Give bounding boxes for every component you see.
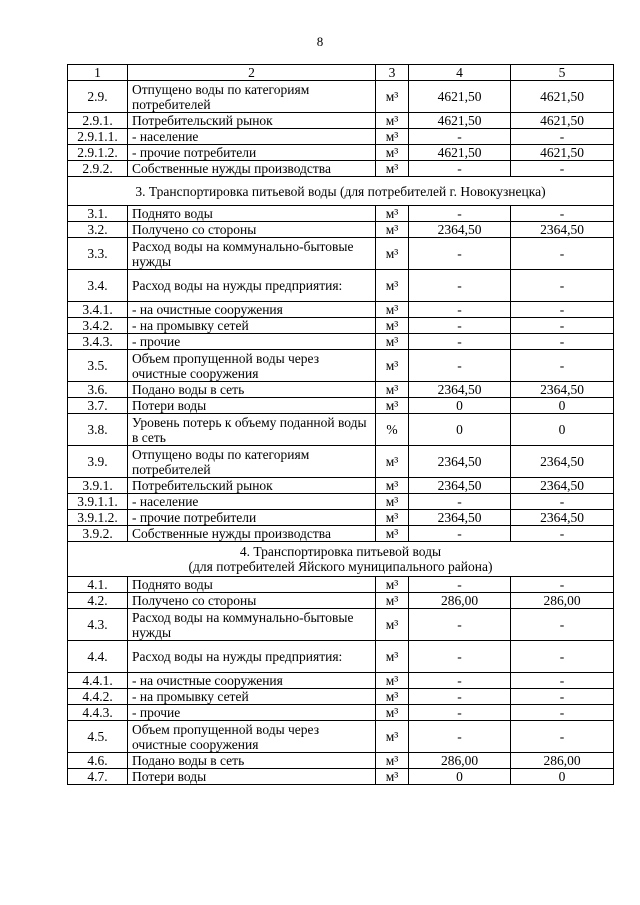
row-indicator-name: Собственные нужды производства xyxy=(128,161,376,177)
row-number: 3.1. xyxy=(68,206,128,222)
row-indicator-name: - население xyxy=(128,129,376,145)
row-value-col4: - xyxy=(409,129,511,145)
header-col-3: 3 xyxy=(376,65,409,81)
table-row xyxy=(68,398,614,414)
table-row xyxy=(68,270,614,302)
row-value-col5: 2364,50 xyxy=(511,382,614,398)
row-number: 2.9. xyxy=(68,81,128,113)
row-number: 3.6. xyxy=(68,382,128,398)
row-indicator-name: Подано воды в сеть xyxy=(128,382,376,398)
row-indicator-name: Получено со стороны xyxy=(128,222,376,238)
row-unit: м³ xyxy=(376,673,409,689)
row-indicator-name: Потери воды xyxy=(128,398,376,414)
table-row xyxy=(68,769,614,785)
row-indicator-name: - на промывку сетей xyxy=(128,689,376,705)
row-unit: м³ xyxy=(376,526,409,542)
row-number: 3.9.1.2. xyxy=(68,510,128,526)
row-number: 4.6. xyxy=(68,753,128,769)
row-indicator-name: - на промывку сетей xyxy=(128,318,376,334)
row-value-col5: 4621,50 xyxy=(511,81,614,113)
table-row xyxy=(68,609,614,641)
row-value-col4: 4621,50 xyxy=(409,113,511,129)
row-unit: м³ xyxy=(376,510,409,526)
row-value-col4: - xyxy=(409,705,511,721)
row-value-col5: - xyxy=(511,350,614,382)
row-value-col4: - xyxy=(409,270,511,302)
table-row xyxy=(68,129,614,145)
table-row xyxy=(68,414,614,446)
row-number: 4.2. xyxy=(68,593,128,609)
row-unit: м³ xyxy=(376,769,409,785)
table-row xyxy=(68,689,614,705)
row-value-col5: - xyxy=(511,689,614,705)
table-header-row xyxy=(68,65,614,81)
table-row xyxy=(68,145,614,161)
row-value-col4: - xyxy=(409,526,511,542)
row-value-col5: 2364,50 xyxy=(511,222,614,238)
table-row xyxy=(68,222,614,238)
row-value-col5: - xyxy=(511,705,614,721)
row-indicator-name: - прочие xyxy=(128,705,376,721)
row-number: 4.4.2. xyxy=(68,689,128,705)
row-value-col4: - xyxy=(409,238,511,270)
row-value-col4: - xyxy=(409,609,511,641)
row-number: 3.4.2. xyxy=(68,318,128,334)
row-unit: м³ xyxy=(376,398,409,414)
row-indicator-name: - прочие потребители xyxy=(128,510,376,526)
row-number: 4.4.3. xyxy=(68,705,128,721)
table-row xyxy=(68,641,614,673)
row-indicator-name: Подано воды в сеть xyxy=(128,753,376,769)
section-heading-row xyxy=(68,177,614,206)
row-value-col4: 4621,50 xyxy=(409,145,511,161)
row-number: 3.9.1.1. xyxy=(68,494,128,510)
row-unit: м³ xyxy=(376,382,409,398)
row-value-col4: 0 xyxy=(409,414,511,446)
row-unit: м³ xyxy=(376,113,409,129)
row-number: 4.7. xyxy=(68,769,128,785)
row-number: 3.4.1. xyxy=(68,302,128,318)
row-value-col4: - xyxy=(409,206,511,222)
table-row xyxy=(68,510,614,526)
row-indicator-name: Расход воды на коммунально-бытовые нужды xyxy=(128,238,376,270)
row-value-col5: 0 xyxy=(511,769,614,785)
row-value-col5: - xyxy=(511,609,614,641)
row-value-col4: 2364,50 xyxy=(409,222,511,238)
row-value-col4: - xyxy=(409,721,511,753)
row-value-col5: 4621,50 xyxy=(511,113,614,129)
row-unit: м³ xyxy=(376,302,409,318)
row-indicator-name: - население xyxy=(128,494,376,510)
table-row xyxy=(68,753,614,769)
water-balance-table xyxy=(67,64,614,785)
row-number: 2.9.1.2. xyxy=(68,145,128,161)
row-number: 2.9.2. xyxy=(68,161,128,177)
row-indicator-name: Объем пропущенной воды через очистные сооружения xyxy=(128,721,376,753)
table-row xyxy=(68,593,614,609)
row-value-col5: 0 xyxy=(511,398,614,414)
row-number: 3.4.3. xyxy=(68,334,128,350)
row-value-col5: 286,00 xyxy=(511,753,614,769)
row-value-col5: - xyxy=(511,129,614,145)
row-unit: м³ xyxy=(376,145,409,161)
row-number: 4.4. xyxy=(68,641,128,673)
row-value-col4: 0 xyxy=(409,398,511,414)
row-unit: м³ xyxy=(376,350,409,382)
row-unit: м³ xyxy=(376,161,409,177)
row-unit: м³ xyxy=(376,238,409,270)
row-value-col5: 286,00 xyxy=(511,593,614,609)
row-unit: м³ xyxy=(376,81,409,113)
row-value-col5: - xyxy=(511,721,614,753)
row-unit: м³ xyxy=(376,206,409,222)
row-number: 4.4.1. xyxy=(68,673,128,689)
row-unit: м³ xyxy=(376,494,409,510)
row-unit: м³ xyxy=(376,705,409,721)
row-value-col5: - xyxy=(511,526,614,542)
row-value-col4: 2364,50 xyxy=(409,382,511,398)
row-value-col4: - xyxy=(409,334,511,350)
row-value-col4: - xyxy=(409,318,511,334)
row-value-col4: 4621,50 xyxy=(409,81,511,113)
row-indicator-name: Расход воды на коммунально-бытовые нужды xyxy=(128,609,376,641)
row-value-col5: - xyxy=(511,161,614,177)
row-value-col4: 286,00 xyxy=(409,593,511,609)
row-value-col5: - xyxy=(511,641,614,673)
table-row xyxy=(68,318,614,334)
section-heading xyxy=(68,542,614,577)
row-value-col5: - xyxy=(511,334,614,350)
row-value-col4: - xyxy=(409,350,511,382)
row-value-col4: - xyxy=(409,302,511,318)
row-indicator-name: - на очистные сооружения xyxy=(128,302,376,318)
row-number: 3.8. xyxy=(68,414,128,446)
row-value-col5: - xyxy=(511,302,614,318)
row-indicator-name: Поднято воды xyxy=(128,577,376,593)
table-row xyxy=(68,446,614,478)
row-number: 3.9.1. xyxy=(68,478,128,494)
row-value-col4: 286,00 xyxy=(409,753,511,769)
row-value-col5: 2364,50 xyxy=(511,446,614,478)
row-value-col5: - xyxy=(511,673,614,689)
row-number: 3.2. xyxy=(68,222,128,238)
row-unit: м³ xyxy=(376,609,409,641)
table-row xyxy=(68,206,614,222)
table-row xyxy=(68,161,614,177)
header-col-1: 1 xyxy=(68,65,128,81)
row-indicator-name: Расход воды на нужды предприятия: xyxy=(128,641,376,673)
row-unit: м³ xyxy=(376,129,409,145)
row-indicator-name: Отпущено воды по категориям потребителей xyxy=(128,446,376,478)
row-unit: м³ xyxy=(376,478,409,494)
row-value-col5: - xyxy=(511,494,614,510)
row-unit: м³ xyxy=(376,753,409,769)
row-number: 4.3. xyxy=(68,609,128,641)
row-number: 3.5. xyxy=(68,350,128,382)
header-col-2: 2 xyxy=(128,65,376,81)
row-value-col4: 0 xyxy=(409,769,511,785)
row-number: 3.9. xyxy=(68,446,128,478)
row-unit: м³ xyxy=(376,577,409,593)
header-col-4: 4 xyxy=(409,65,511,81)
row-number: 4.1. xyxy=(68,577,128,593)
row-unit: м³ xyxy=(376,593,409,609)
row-value-col4: - xyxy=(409,577,511,593)
section-heading-line: 3. Транспортировка питьевой воды (для потребителей г. Новокузнецка) xyxy=(135,183,546,199)
row-unit: м³ xyxy=(376,689,409,705)
row-value-col4: 2364,50 xyxy=(409,478,511,494)
table-row xyxy=(68,705,614,721)
row-value-col5: - xyxy=(511,577,614,593)
row-value-col4: - xyxy=(409,689,511,705)
row-indicator-name: Получено со стороны xyxy=(128,593,376,609)
row-value-col4: - xyxy=(409,494,511,510)
table-row xyxy=(68,382,614,398)
row-number: 4.5. xyxy=(68,721,128,753)
section-heading-row xyxy=(68,542,614,577)
row-unit: м³ xyxy=(376,446,409,478)
row-value-col4: - xyxy=(409,641,511,673)
row-unit: м³ xyxy=(376,222,409,238)
section-heading xyxy=(68,177,614,206)
table-row xyxy=(68,577,614,593)
row-unit: м³ xyxy=(376,270,409,302)
row-value-col5: 4621,50 xyxy=(511,145,614,161)
row-value-col5: 0 xyxy=(511,414,614,446)
row-indicator-name: - на очистные сооружения xyxy=(128,673,376,689)
row-unit: м³ xyxy=(376,318,409,334)
row-value-col5: - xyxy=(511,318,614,334)
table-row xyxy=(68,113,614,129)
table-row xyxy=(68,238,614,270)
row-indicator-name: - прочие xyxy=(128,334,376,350)
table-row xyxy=(68,673,614,689)
table-row xyxy=(68,302,614,318)
row-value-col5: - xyxy=(511,206,614,222)
row-unit: м³ xyxy=(376,641,409,673)
row-indicator-name: - прочие потребители xyxy=(128,145,376,161)
row-value-col4: 2364,50 xyxy=(409,510,511,526)
row-unit: м³ xyxy=(376,334,409,350)
row-unit: м³ xyxy=(376,721,409,753)
row-value-col5: 2364,50 xyxy=(511,510,614,526)
row-indicator-name: Потребительский рынок xyxy=(128,113,376,129)
section-heading-line: (для потребителей Яйского муниципального района) xyxy=(188,559,493,574)
row-number: 2.9.1.1. xyxy=(68,129,128,145)
row-value-col5: - xyxy=(511,270,614,302)
row-indicator-name: Расход воды на нужды предприятия: xyxy=(128,270,376,302)
table-row xyxy=(68,494,614,510)
row-value-col5: - xyxy=(511,238,614,270)
row-value-col4: - xyxy=(409,673,511,689)
row-number: 3.9.2. xyxy=(68,526,128,542)
page-number: 8 xyxy=(316,34,324,49)
row-indicator-name: Отпущено воды по категориям потребителей xyxy=(128,81,376,113)
table-row xyxy=(68,526,614,542)
row-value-col4: - xyxy=(409,161,511,177)
section-heading-line: 4. Транспортировка питьевой воды xyxy=(239,544,442,559)
table-row xyxy=(68,478,614,494)
row-number: 3.3. xyxy=(68,238,128,270)
table-row xyxy=(68,334,614,350)
row-indicator-name: Уровень потерь к объему поданной воды в сеть xyxy=(128,414,376,446)
row-indicator-name: Объем пропущенной воды через очистные сооружения xyxy=(128,350,376,382)
row-number: 3.7. xyxy=(68,398,128,414)
table-row xyxy=(68,350,614,382)
row-value-col4: 2364,50 xyxy=(409,446,511,478)
row-indicator-name: Потребительский рынок xyxy=(128,478,376,494)
row-unit: % xyxy=(376,414,409,446)
row-number: 2.9.1. xyxy=(68,113,128,129)
table-row xyxy=(68,721,614,753)
row-indicator-name: Поднято воды xyxy=(128,206,376,222)
row-indicator-name: Потери воды xyxy=(128,769,376,785)
row-indicator-name: Собственные нужды производства xyxy=(128,526,376,542)
table-row xyxy=(68,81,614,113)
header-col-5: 5 xyxy=(511,65,614,81)
row-number: 3.4. xyxy=(68,270,128,302)
row-value-col5: 2364,50 xyxy=(511,478,614,494)
